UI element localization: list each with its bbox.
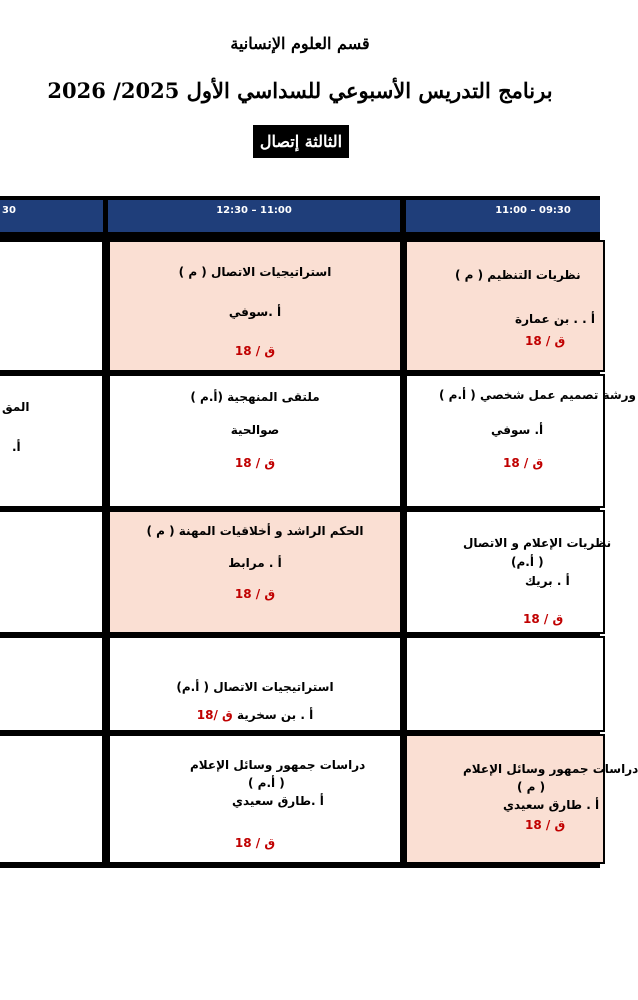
teacher-name: أ . . بن عمارة — [515, 312, 595, 326]
course-name: دراسات جمهور وسائل الإعلام — [190, 758, 366, 772]
table-cell-row2-0930 — [405, 374, 636, 508]
room-number: ق /18 — [196, 708, 233, 722]
room-number: ق / 18 — [234, 587, 276, 601]
teacher-name-room — [110, 708, 400, 722]
table-cell-row5-left — [0, 734, 104, 864]
table-cell-row1-left — [0, 240, 104, 372]
table-bottom-border — [0, 864, 600, 868]
room-number: ق / 18 — [234, 344, 276, 358]
teacher-name: أ . طارق سعيدي — [503, 798, 600, 812]
course-name: نظريات الإعلام و الاتصال — [463, 536, 612, 550]
room-number: ق / 18 — [503, 456, 544, 470]
room-number: ق / 18 — [525, 334, 566, 348]
course-name: الحكم الراشد و أخلاقيات المهنة ( م ) — [146, 524, 364, 538]
table-cell-row4-0930 — [405, 636, 605, 732]
teacher-name: أ . بن سخرية — [236, 708, 314, 722]
room-number: ق / 18 — [234, 836, 276, 850]
table-cell-row1-0930 — [405, 240, 605, 372]
table-cell-row3-left — [0, 510, 104, 634]
course-type: ( أ.م) — [511, 555, 544, 569]
header-time-1100: 12:30 – 11:00 — [216, 205, 292, 216]
table-cell-row5-0930 — [405, 734, 638, 864]
course-type: ( م ) — [517, 780, 546, 794]
course-name: نظريات التنظيم ( م ) — [455, 268, 581, 282]
course-name: المق — [2, 400, 30, 414]
course-type: ( أ.م ) — [248, 776, 285, 790]
table-cell-row4-left — [0, 636, 104, 732]
header-time-left: 30 — [2, 205, 16, 216]
teacher-name: أ . بريك — [525, 574, 570, 588]
teacher-name: أ . مرابط — [228, 556, 282, 570]
header-cell-1100 — [108, 200, 400, 232]
room-number: ق / 18 — [234, 456, 276, 470]
header-time-0930: 11:00 – 09:30 — [495, 205, 571, 216]
room-number: ق / 18 — [523, 612, 564, 626]
header-cell-0930 — [406, 200, 600, 232]
course-name: استراتيجيات الاتصال ( أ.م) — [176, 680, 334, 694]
table-cell-row3-0930 — [405, 510, 612, 634]
teacher-name: صوالحية — [230, 423, 280, 437]
class-label: الثالثة إتصال — [253, 125, 349, 158]
department-title: قسم العلوم الإنسانية — [230, 34, 370, 53]
header-cell-left — [0, 200, 103, 232]
table-cell-row2-left — [0, 374, 104, 508]
course-name: ورشة تصميم عمل شخصي ( أ.م ) — [439, 388, 636, 402]
room-number: ق / 18 — [525, 818, 566, 832]
table-cell-row4-1100 — [108, 636, 402, 732]
teacher-name: أ. — [12, 440, 21, 454]
table-cell-row2-1100 — [108, 374, 402, 508]
course-name: دراسات جمهور وسائل الإعلام — [463, 762, 638, 776]
teacher-name: أ. سوفي — [491, 423, 544, 437]
program-title: برنامج التدريس الأسبوعي للسداسي الأول 2025/ 2026 — [47, 78, 553, 103]
teacher-name: أ .سوفي — [228, 305, 282, 319]
course-name: ملتقى المنهجية (أ.م ) — [190, 390, 320, 404]
table-cell-row1-1100 — [108, 240, 402, 372]
teacher-name: أ .طارق سعيدي — [232, 794, 324, 808]
table-cell-row3-1100 — [108, 510, 402, 634]
table-cell-row5-1100 — [108, 734, 402, 864]
course-name: استراتيجيات الاتصال ( م ) — [178, 265, 332, 279]
